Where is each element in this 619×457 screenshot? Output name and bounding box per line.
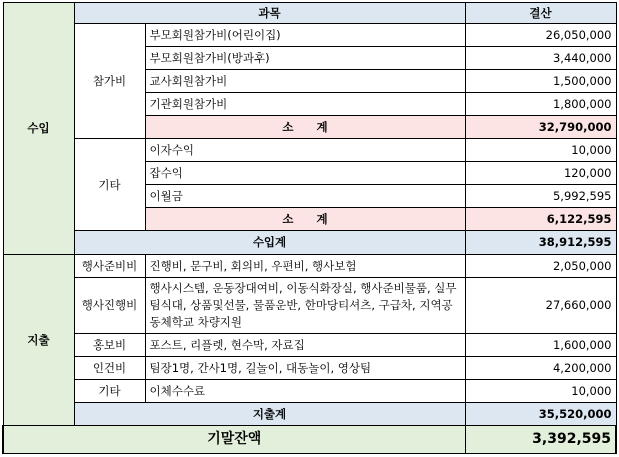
expense-amount: 4,200,000 <box>465 356 616 379</box>
item-amount: 10,000 <box>465 139 616 162</box>
subtotal-amount: 6,122,595 <box>465 208 616 231</box>
expense-total-label: 지출계 <box>74 402 465 425</box>
item-amount: 26,050,000 <box>465 24 616 47</box>
expense-category: 기타 <box>74 379 145 402</box>
income-total-label: 수입계 <box>74 231 465 254</box>
income-section-label <box>3 3 74 255</box>
expense-section-label <box>3 254 74 425</box>
subtotal-amount: 32,790,000 <box>465 116 616 139</box>
header-category: 과목 <box>74 3 465 24</box>
subtotal-label: 소 계 <box>145 116 465 139</box>
header-row <box>3 3 616 24</box>
item-amount: 3,440,000 <box>465 47 616 70</box>
fees-group-label: 참가비 <box>74 24 145 139</box>
income-total-row <box>3 231 616 254</box>
expense-total-amount: 35,520,000 <box>465 402 616 425</box>
expense-amount: 10,000 <box>465 379 616 402</box>
income-total-amount: 38,912,595 <box>465 231 616 254</box>
table-row <box>3 356 616 379</box>
expense-detail: 팀장1명, 간사1명, 길놀이, 대동놀이, 영상팀 <box>145 356 465 379</box>
closing-balance-label: 기말잔액 <box>3 425 465 453</box>
closing-balance-amount: 3,392,595 <box>465 425 616 453</box>
table-row <box>3 333 616 356</box>
item-amount: 120,000 <box>465 162 616 185</box>
expense-detail: 행사시스템, 운동장대여비, 이동식화장실, 행사준비물품, 실무팀식대, 상품및선물, 물품운반, 한마당티셔츠, 구급차, 지역공동체학교 차량지원 <box>145 277 465 333</box>
header-amount: 결산 <box>465 3 616 24</box>
item-amount: 1,800,000 <box>465 93 616 116</box>
item-name: 교사회원참가비 <box>145 70 465 93</box>
item-name: 잡수익 <box>145 162 465 185</box>
expense-category: 홍보비 <box>74 333 145 356</box>
expense-category: 인건비 <box>74 356 145 379</box>
closing-balance-row <box>3 425 616 453</box>
expense-total-row <box>3 402 616 425</box>
expense-amount: 1,600,000 <box>465 333 616 356</box>
table-row <box>3 24 616 47</box>
item-amount: 1,500,000 <box>465 70 616 93</box>
item-name: 이월금 <box>145 185 465 208</box>
table-row <box>3 139 616 162</box>
expense-label: 지출 <box>27 332 50 347</box>
table-row <box>3 254 616 277</box>
expense-detail: 진행비, 문구비, 회의비, 우편비, 행사보험 <box>145 254 465 277</box>
expense-amount: 2,050,000 <box>465 254 616 277</box>
budget-table <box>2 2 617 454</box>
item-name: 부모회원참가비(어린이집) <box>145 24 465 47</box>
expense-amount: 27,660,000 <box>465 277 616 333</box>
table-row <box>3 277 616 333</box>
expense-category: 행사준비비 <box>74 254 145 277</box>
item-name: 기관회원참가비 <box>145 93 465 116</box>
subtotal-label: 소 계 <box>145 208 465 231</box>
table-row <box>3 379 616 402</box>
expense-category: 행사진행비 <box>74 277 145 333</box>
item-name: 부모회원참가비(방과후) <box>145 47 465 70</box>
expense-detail: 이체수수료 <box>145 379 465 402</box>
item-amount: 5,992,595 <box>465 185 616 208</box>
other-group-label: 기타 <box>74 139 145 231</box>
expense-detail: 포스트, 리플렛, 현수막, 자료집 <box>145 333 465 356</box>
item-name: 이자수익 <box>145 139 465 162</box>
income-label: 수입 <box>27 121 50 136</box>
